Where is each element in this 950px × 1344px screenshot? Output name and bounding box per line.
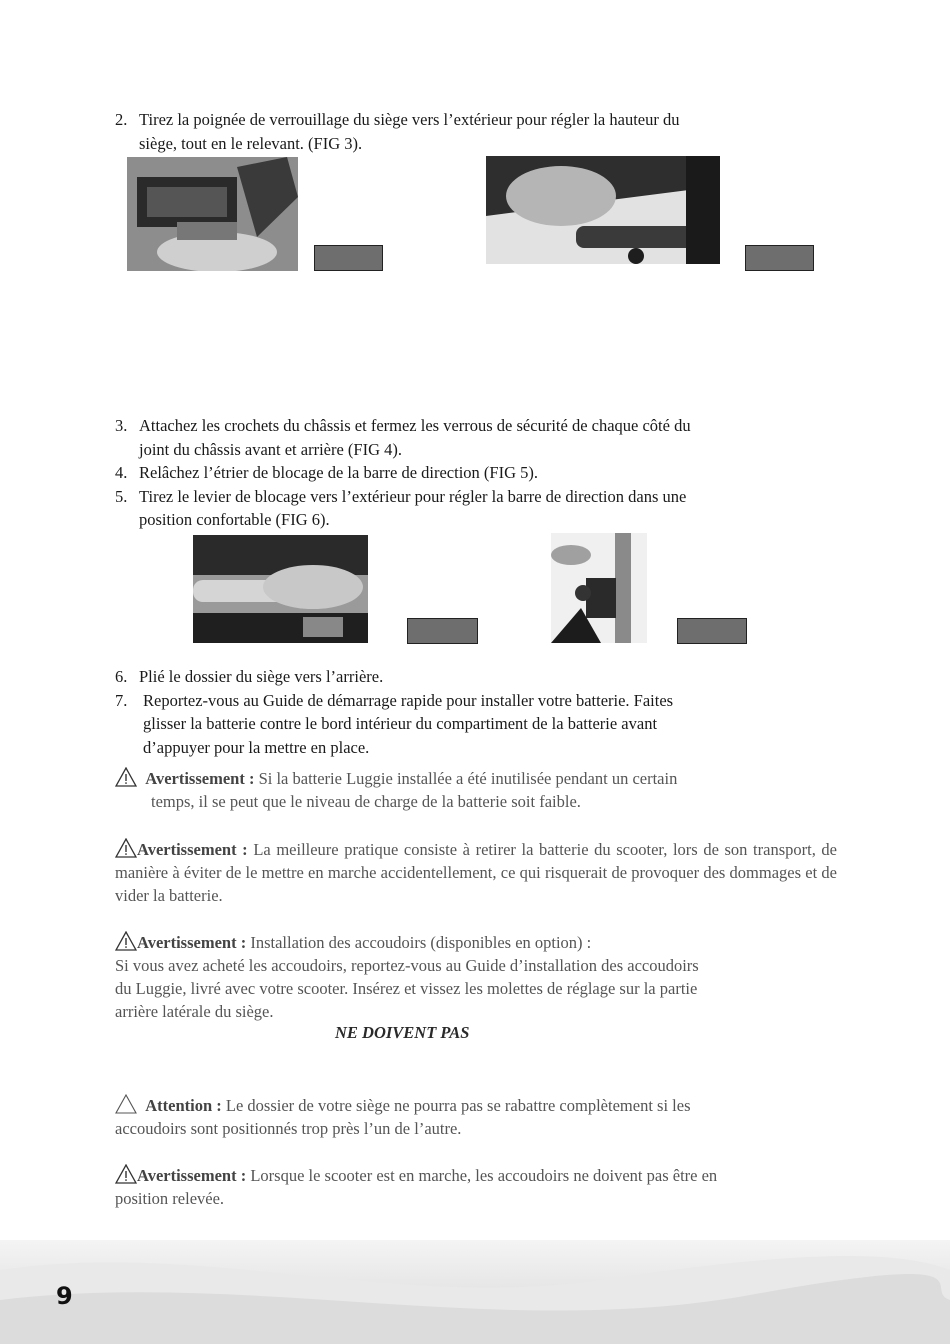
warning-body: Si vous avez acheté les accoudoirs, reportez-vous au Guide d’installation des accoudoirs [115, 956, 699, 975]
warning-text-cont: temps, il se peut que le niveau de charge de la batterie soit faible. [151, 792, 581, 811]
step-number: 6. [115, 667, 128, 686]
warning-triangle-icon [115, 931, 137, 951]
step-number: 2. [115, 110, 128, 129]
frame-hook-photo [193, 535, 368, 643]
warning-label: Avertissement : [145, 769, 255, 788]
warning-triangle-icon [115, 838, 137, 858]
steps-3-5 [115, 414, 835, 532]
warning-text: Si la batterie Luggie installée a été inutilisée pendant un certain [258, 769, 678, 788]
step-text-cont: position confortable (FIG 6). [139, 510, 330, 529]
warning-text: Installation des accoudoirs (disponibles en option) : [250, 933, 592, 952]
warning-label: Avertissement : [137, 933, 247, 952]
warning-label: Avertissement : [137, 840, 248, 859]
warning-text: Lorsque le scooter est en marche, les accoudoirs ne doivent pas être en [250, 1166, 718, 1185]
step-text: Relâchez l’étrier de blocage de la barre de direction (FIG 5). [139, 463, 539, 482]
step-text-cont: siège, tout en le relevant. (FIG 3). [139, 133, 363, 153]
page-number: 9 [56, 1282, 73, 1310]
warning-triangle-icon [115, 1164, 137, 1184]
attention-text-cont: accoudoirs sont positionnés trop près l’un de l’autre. [115, 1119, 462, 1138]
steering-lever-photo [551, 533, 647, 643]
steps-6-7 [115, 665, 835, 759]
fig-label-box [314, 245, 383, 271]
step-number: 5. [115, 486, 128, 506]
step-text: Plié le dossier du siège vers l’arrière. [139, 667, 384, 686]
step-text-cont: joint du châssis avant et arrière (FIG 4). [139, 439, 403, 459]
caution-triangle-icon [115, 1094, 137, 1114]
footer-decoration [0, 1240, 950, 1344]
warning-body: du Luggie, livré avec votre scooter. Insérez et vissez les molettes de réglage sur la partie [115, 979, 698, 998]
fig-label-box [745, 245, 814, 271]
warning-triangle-icon [115, 767, 137, 787]
step-text: Tirez la poignée de verrouillage du siège vers l’extérieur pour régler la hauteur du [139, 110, 680, 129]
step-number: 7. [115, 690, 128, 710]
step-number: 4. [115, 463, 128, 482]
warning-battery-charge [115, 767, 835, 813]
seat-adjust-photo [127, 157, 298, 271]
step-text-cont: d’appuyer pour la mettre en place. [143, 737, 370, 757]
warning-text-cont: position relevée. [115, 1189, 225, 1208]
warning-armrests-raised [115, 1164, 837, 1210]
attention-text: Le dossier de votre siège ne pourra pas se rabattre complètement si les [225, 1096, 691, 1115]
attention-label: Attention : [145, 1096, 222, 1115]
fig-label-box [407, 618, 478, 644]
step-number: 3. [115, 416, 128, 435]
emphasis-text: NE DOIVENT PAS [335, 1023, 470, 1042]
seat-lever-photo [486, 156, 720, 264]
step-text-cont: glisser la batterie contre le bord intérieur du compartiment de la batterie avant [143, 714, 658, 733]
warning-body: arrière latérale du siège. [115, 1002, 274, 1021]
step-text: Attachez les crochets du châssis et fermez les verrous de sécurité de chaque côté du [139, 416, 691, 435]
step-text: Tirez le levier de blocage vers l’extérieur pour régler la barre de direction dans une [139, 486, 687, 506]
warning-label: Avertissement : [137, 1166, 247, 1185]
warning-armrests [115, 931, 837, 1023]
warning-text: La meilleure pratique consiste à retirer la batterie du scooter, lors de son transport, de manière à éviter de le mettre en marche accidentellement, ce qui risquerait de provoquer des dommages et de vider la batterie. [115, 840, 837, 905]
step-text: Reportez-vous au Guide de démarrage rapide pour installer votre batterie. Faites [143, 690, 674, 710]
warning-transport [115, 838, 837, 907]
attention-seat-back [115, 1094, 837, 1140]
step-2 [115, 108, 835, 155]
fig-label-box [677, 618, 747, 644]
